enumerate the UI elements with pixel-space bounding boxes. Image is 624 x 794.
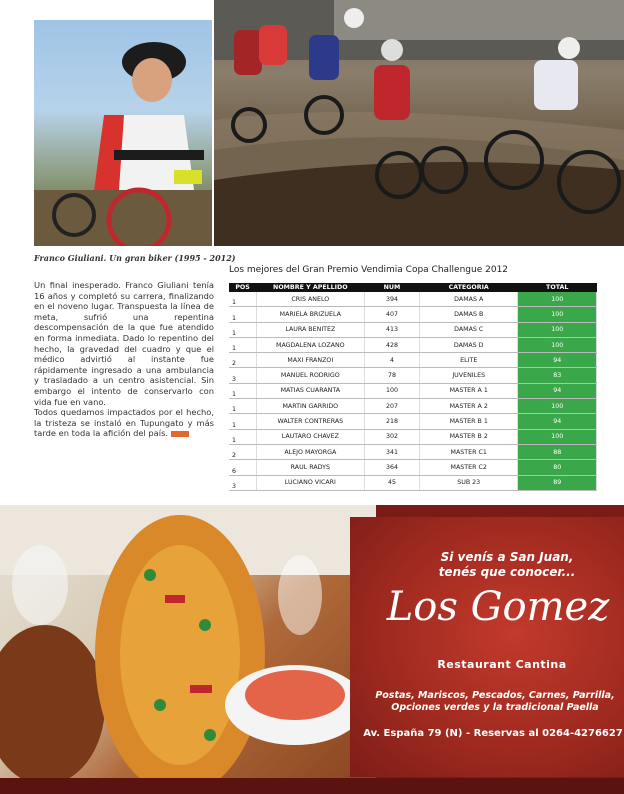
ad-tagline (392, 550, 622, 580)
cell-category: MASTER A 1 (419, 383, 517, 398)
race-photo-illustration (214, 0, 624, 246)
cell-name: LUCIANO VICARI (256, 475, 364, 490)
cell-num: 428 (364, 337, 419, 352)
table-row (229, 322, 597, 337)
results-table-header (229, 283, 597, 292)
cell-pos: 1 (229, 307, 256, 322)
header-total: TOTAL (518, 283, 597, 292)
table-row (229, 368, 597, 383)
table-row (229, 383, 597, 398)
header-category: CATEGORIA (419, 283, 517, 292)
cyclist-illustration (34, 20, 212, 246)
ad-bottom-bar (0, 778, 624, 794)
cell-category: SUB 23 (419, 475, 517, 490)
cell-total: 83 (518, 368, 597, 383)
cell-total: 100 (518, 292, 597, 307)
cell-name: CRIS ANELO (256, 292, 364, 307)
header-num: NUM (364, 283, 419, 292)
table-row (229, 307, 597, 322)
table-row (229, 429, 597, 444)
cell-num: 341 (364, 444, 419, 459)
cell-pos: 3 (229, 368, 256, 383)
cell-category: MASTER A 2 (419, 399, 517, 414)
cell-category: DAMAS A (419, 292, 517, 307)
article-paragraph-2 (34, 407, 214, 439)
cell-category: DAMAS C (419, 322, 517, 337)
table-row (229, 460, 597, 475)
cell-num: 218 (364, 414, 419, 429)
ad-tagline-line-1: Si venís a San Juan, (440, 550, 574, 564)
cell-name: LAUTARO CHAVEZ (256, 429, 364, 444)
cell-total: 100 (518, 399, 597, 414)
cell-category: DAMAS B (419, 307, 517, 322)
cell-category: ELITE (419, 353, 517, 368)
cell-total: 100 (518, 307, 597, 322)
cell-num: 302 (364, 429, 419, 444)
end-of-article-mark (171, 431, 189, 437)
cell-pos: 1 (229, 322, 256, 337)
cell-name: MANUEL RODRIGO (256, 368, 364, 383)
photo-caption: Franco Giuliani. Un gran biker (1995 - 2012) (34, 253, 236, 263)
results-table-title: Los mejores del Gran Premio Vendimia Copa Challengue 2012 (229, 265, 509, 275)
cyclist-portrait-photo (34, 20, 212, 246)
cell-total: 100 (518, 337, 597, 352)
cell-num: 407 (364, 307, 419, 322)
cell-total: 94 (518, 383, 597, 398)
cell-name: MAGDALENA LOZANO (256, 337, 364, 352)
cell-pos: 2 (229, 444, 256, 459)
table-row (229, 292, 597, 307)
race-photo (214, 0, 624, 246)
results-table (229, 283, 597, 491)
cell-pos: 1 (229, 292, 256, 307)
cell-category: MASTER C2 (419, 460, 517, 475)
cell-name: MATIAS CUARANTA (256, 383, 364, 398)
cell-name: MARTIN GARRIDO (256, 399, 364, 414)
cell-num: 413 (364, 322, 419, 337)
cell-pos: 1 (229, 429, 256, 444)
table-row (229, 444, 597, 459)
cell-total: 100 (518, 429, 597, 444)
header-pos: POS (229, 283, 256, 292)
cell-name: MARIELA BRIZUELA (256, 307, 364, 322)
cell-total: 94 (518, 414, 597, 429)
cell-total: 88 (518, 444, 597, 459)
cell-num: 364 (364, 460, 419, 475)
header-name: NOMBRE Y APELLIDO (256, 283, 364, 292)
cell-category: JUVENILES (419, 368, 517, 383)
table-row (229, 337, 597, 352)
ad-offer (368, 690, 622, 714)
table-row (229, 353, 597, 368)
cell-pos: 1 (229, 383, 256, 398)
cell-name: MAXI FRANZOI (256, 353, 364, 368)
cell-name: WALTER CONTRERAS (256, 414, 364, 429)
table-row (229, 414, 597, 429)
cell-pos: 3 (229, 475, 256, 490)
cell-name: RAUL RADYS (256, 460, 364, 475)
ad-offer-line-2: Opciones verdes y la tradicional Paella (391, 702, 599, 713)
restaurant-subtitle: Restaurant Cantina (437, 658, 567, 671)
cell-pos: 2 (229, 353, 256, 368)
ad-address: Av. España 79 (N) - Reservas al 0264-4276627 (363, 728, 623, 739)
cell-category: MASTER C1 (419, 444, 517, 459)
cell-total: 80 (518, 460, 597, 475)
cell-num: 45 (364, 475, 419, 490)
food-illustration (0, 505, 376, 778)
table-row (229, 399, 597, 414)
cell-num: 207 (364, 399, 419, 414)
cell-pos: 1 (229, 337, 256, 352)
article-paragraph-2-text: Todos quedamos impactados por el hecho, la tristeza se instaló en Tupungato y más tarde en toda la afición del país. (34, 407, 214, 439)
cell-num: 78 (364, 368, 419, 383)
ad-offer-line-1: Postas, Mariscos, Pescados, Carnes, Parrilla, (375, 690, 615, 701)
cell-total: 94 (518, 353, 597, 368)
cell-pos: 6 (229, 460, 256, 475)
cell-name: ALEJO MAYORGA (256, 444, 364, 459)
cell-category: MASTER B 2 (419, 429, 517, 444)
table-row (229, 475, 597, 490)
cell-num: 394 (364, 292, 419, 307)
food-photo (0, 505, 376, 778)
article-body (34, 280, 214, 439)
cell-total: 100 (518, 322, 597, 337)
cell-total: 89 (518, 475, 597, 490)
article-paragraph-1: Un final inesperado. Franco Giuliani tenía 16 años y completó su carrera, finalizando en el noveno lugar. Transpuesta la línea de meta, sufrió una repentina descompensación de la que fue atendido en forma inmediata. Dado lo repentino del hecho, la gravedad del cuadro y que el médico advirtió al instante fue rápidamente ingresado a una ambulancia y trasladado a un centro asistencial. Sin embargo el intento de conservarlo con vida fue en vano. (34, 280, 214, 407)
cell-category: DAMAS D (419, 337, 517, 352)
cell-pos: 1 (229, 399, 256, 414)
cell-pos: 1 (229, 414, 256, 429)
cell-num: 100 (364, 383, 419, 398)
restaurant-logo: Los Gomez (386, 584, 610, 630)
cell-category: MASTER B 1 (419, 414, 517, 429)
ad-tagline-line-2: tenés que conocer... (438, 565, 576, 579)
cell-num: 4 (364, 353, 419, 368)
cell-name: LAURA BENITEZ (256, 322, 364, 337)
